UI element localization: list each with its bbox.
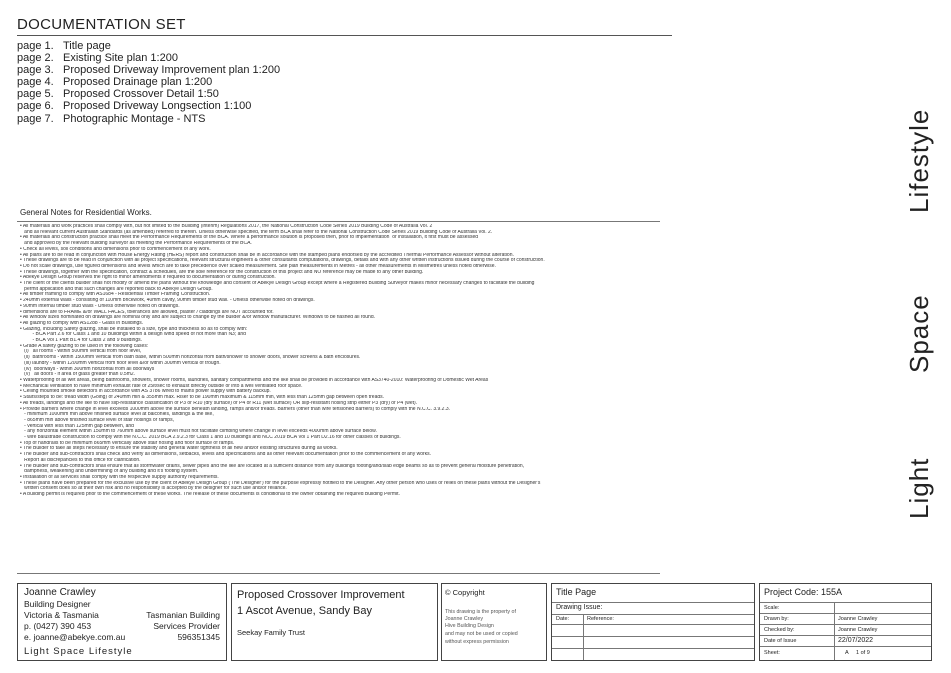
tas-line2: Services Provider	[153, 621, 220, 631]
divider	[834, 602, 835, 660]
divider	[760, 635, 931, 636]
page-title-text: Proposed Driveway Longsection 1:100	[63, 100, 252, 113]
note-line: • Mechanical ventilation to have minimum exhaust rate of 25lt/sec to exhaust directly outside or into a well ventilated roof space.	[20, 383, 303, 389]
note-line: • Installation of all services shall comply with the respective supply authority requirements.	[20, 474, 219, 480]
doc-list-item	[17, 40, 280, 52]
scale-label: Scale:	[764, 605, 780, 611]
sheet-title: Title Page	[556, 587, 597, 597]
title-divider	[17, 35, 672, 36]
note-line: • The Builder to take all steps necessary to ensure the stability and general water tightness of all new and/or existing structures during all works.	[20, 446, 338, 452]
note-line: • Glazing, including Safety glazing, shall be installed to a size, type and thickness so as to comply with:	[20, 326, 248, 332]
divider	[552, 602, 754, 603]
note-line: permit application and that such changes are reported back to Abekye Design Group.	[20, 286, 213, 292]
sheet-panel	[551, 583, 755, 661]
note-line: • dimensions are to FRAME &/or WALL FACES, tolerances are allowed, plaster / claddings are NOT accounted for.	[20, 309, 274, 315]
note-line: - wire balustrade construction to comply with the N.C.C. 2019 BCA 2.9.2.3 for Class 1 and 10 buildings and NCC 2019 BCA Vol 1 Part D2.16 for other classes of buildings.	[20, 435, 401, 441]
note-line: - minimum 1000mm min above finished surface level at balconies, landings & the like,	[20, 412, 214, 418]
checked-label: Checked by:	[764, 627, 795, 633]
note-line: • 240mm external walls - consisting of 110mm brickwork, 40mm cavity, 90mm timber stud wall. - Unless otherwise noted on drawings.	[20, 298, 315, 304]
note-line: (ii) bathrooms - within 1500mm vertical from bath base, within 500mm horizontal from bath/shower to shower doors, shower screens & bath enclosures.	[20, 355, 361, 361]
note-line: • Stairs/steps to be: tread width (Going) of 240mm min & 355mm max. Riser to be 190mm maximum & 115mm min, with less than 125mm gap between open treads.	[20, 395, 385, 401]
project-client: Seekay Family Trust	[237, 628, 305, 637]
copyright-panel	[441, 583, 547, 661]
drawing-issue-label: Drawing Issue:	[556, 604, 603, 611]
divider	[760, 613, 931, 614]
page-number: page 5.	[17, 88, 54, 101]
doc-list-item	[17, 76, 280, 88]
note-line: - any horizontal element within 150mm to 760mm above surface level must not facilitate climbing where change in level exceeds 4000mm above surface below.	[20, 429, 377, 435]
note-line: • Grade A safety glazing to be used in the following cases:	[20, 343, 149, 349]
drawn-value: Joanne Crawley	[838, 616, 878, 622]
divider	[760, 602, 931, 603]
doc-list-item	[17, 100, 280, 112]
copyright-line: without express permission	[445, 639, 509, 645]
note-line: • Provide barriers where change in level exceeds 1000mm above the surface beneath landing, ramps and/or treads. Barriers (other than wire tensioned barriers) to comply with the N.C.C. 3.9.2.3.	[20, 406, 451, 412]
page-title-text: Proposed Driveway Improvement plan 1:200	[63, 64, 281, 77]
page-title: DOCUMENTATION SET	[17, 16, 186, 33]
notes-bottom-divider	[17, 573, 660, 574]
copyright-line: This drawing is the property of	[445, 609, 516, 615]
document-list	[17, 40, 280, 125]
copyright-line: and may not be used or copied	[445, 631, 518, 637]
doc-list-item	[17, 113, 280, 125]
page-title-text: Proposed Crossover Detail 1:50	[63, 88, 219, 101]
divider	[552, 648, 754, 649]
reference-label: Reference:	[587, 616, 614, 622]
note-line: and approved by the relevant building surveyor as meeting the Performance Requirements of the BCA.	[20, 241, 252, 247]
note-line: • All materials and work practices shall comply with, but not limited to the Building (interim) Regulations 2017, the National Construction Code Series 2019 Building Code of Australia Vol. 2	[20, 224, 433, 229]
project-info-panel	[759, 583, 932, 661]
note-line: and all relevant current Australian Standards (as amended) referred to therein. Unless otherwise specified, the term BCA shall refer to the National Construction Code Series 2019 Building Code of Australia Vol. 2.	[20, 229, 493, 235]
note-line: • Do not scale drawings, use figured dimensions and levels which are to take precedence over scaled measurement. Site plan measurements in Metres - all other measurements in Millimetres unless noted otherwise.	[20, 263, 496, 269]
notes-divider	[17, 221, 660, 222]
note-line: (iv) doorways - within 300mm horizontal from all doorways	[20, 366, 155, 372]
note-line: • Ceiling mounted smoke detectors in accordance with AS 3786 wired to mains power supply with battery backup.	[20, 389, 271, 395]
page-number: page 1.	[17, 40, 54, 52]
page-number: page 6.	[17, 100, 54, 113]
note-line: • 90mm internal timber stud walls - Unless otherwise noted on drawings.	[20, 303, 180, 309]
note-line: dampness, weakening and undermining of any building and it's footing system.	[20, 469, 199, 475]
sheet-label: Sheet:	[764, 650, 780, 656]
project-title: Proposed Crossover Improvement	[237, 589, 405, 601]
divider	[760, 646, 931, 647]
note-line: • Check all levels, soil conditions and dimensions prior to commencement of any work.	[20, 246, 211, 252]
page-number: page 4.	[17, 76, 54, 89]
doc-list-item	[17, 64, 280, 76]
note-line: • These drawings are to be read in conjunction with all project specifications, relevant structural engineers & other consultants computations, drawings, details and with any other written instructions issued during the course of construction.	[20, 258, 545, 264]
note-line: • Top of handrails to be minimum 865mm vertically above stair nosing and floor surface of ramps.	[20, 440, 235, 446]
notes-heading: General Notes for Residential Works.	[20, 208, 152, 217]
doc-list-item	[17, 52, 280, 64]
copyright-heading: © Copyright	[445, 588, 485, 597]
note-line: • Abekye Design Group reserves the right to minor amendments if required to documentation or during construction.	[20, 275, 276, 281]
note-line: - 865mm min above finished surface level of stair nosings or ramps,	[20, 417, 174, 423]
page-number: page 7.	[17, 112, 54, 125]
divider	[552, 636, 754, 637]
note-line: - BCA Part 2.6 for Class 1 and 10 Buildings within a design wind speed of not more than N3; and	[20, 332, 246, 338]
project-address: 1 Ascot Avenue, Sandy Bay	[237, 605, 372, 617]
designer-phone: p. (0427) 390 453	[24, 621, 92, 631]
date-of-issue-value: 22/07/2022	[838, 637, 874, 644]
divider	[552, 624, 754, 625]
note-line: written consent does so at their own risk and no responsibility is accepted by the designer for such use and/or reliance.	[20, 486, 287, 492]
project-code: Project Code: 155A	[764, 587, 843, 597]
note-line: - vertical with less than 125mm gap between, and	[20, 423, 134, 429]
note-line: • The Builder and sub-contractors shall ensure that all stormwater drains, sewer pipes and the like are located at a sufficient distance from any buildings footing/and/slab edge beams so as to prevent general moisture penetration,	[20, 463, 525, 469]
page-title-text: Existing Site plan 1:200	[63, 52, 178, 65]
designer-name: Joanne Crawley	[24, 587, 96, 598]
divider	[760, 624, 931, 625]
note-line: • All treads, landings and the like to have slip-resistance classification of P3 or R10 (dry surface) or P4 or R11 (wet surface) OR slip-resistant nosing strip either P3 (dry) or P4 (wet).	[20, 400, 418, 406]
note-line: • All plans are to be read in conjunction with House Energy Rating (HERS) report and construction shall be in accordance with the stamped plans endorsed by the accredited Thermal Performance Assessor without alteration.	[20, 252, 514, 258]
note-line: - BCA Vol 1 Part B1.4 for Class 2 and 9 buildings.	[20, 338, 143, 344]
note-line: • The Builder and sub-contractors shall check and verify all dimensions, setbacks, levels and specifications and all other relevant documentation prior to the commencement of any works.	[20, 452, 432, 458]
date-label: Date:	[556, 616, 570, 622]
general-notes	[20, 224, 680, 498]
note-line: (i) all rooms - within 500mm vertical from floor level,	[20, 349, 142, 355]
note-line: Report all discrepancies to this office for clarification.	[20, 457, 141, 463]
note-line: • Waterproofing of all wet areas, being bathrooms, showers, shower rooms, laundries, sanitary compartments and the like shall be provided in accordance with AS3740-2010: Waterproofing of Domestic Wet Areas	[20, 377, 489, 383]
note-line: • These plans have been prepared for the exclusive use by the client of Abekye Design Group ('The Designer') for the purpose expressly notified to the Designer. Any other person who uses or relies on these plans without the Designer's	[20, 480, 541, 486]
note-line: • All window sizes nominated on drawings are nominal only and are subject to change by the builder &/or window manufacturer. Windows to be flashed all round.	[20, 315, 376, 321]
designer-states: Victoria & Tasmania	[24, 610, 99, 620]
designer-role: Building Designer	[24, 599, 91, 609]
side-word-space: Space	[904, 294, 934, 373]
copyright-line: Hive Building Design	[445, 623, 494, 629]
page-title-text: Photographic Montage - NTS	[63, 112, 206, 125]
note-line: (v) all doors - if area of glass greater than 0.5m2.	[20, 372, 136, 378]
note-line: • The client or the clients builder shall not modify or amend the plans without the knowledge and consent of Abekye Design Group except where a Registered Building Surveyor makes minor necessary changes to facilitate the building	[20, 281, 535, 287]
note-line: • All timber framing to comply with AS1684 - Residential Timber Framing Construction.	[20, 292, 211, 298]
designer-panel	[17, 583, 227, 661]
note-line: • All glazing to comply with AS1288 - Glass in Buildings.	[20, 320, 144, 326]
tas-number: 596351345	[177, 632, 220, 642]
side-word-light: Light	[904, 457, 934, 519]
page-number: page 2.	[17, 52, 54, 65]
date-of-issue-label: Date of Issue	[764, 638, 797, 644]
designer-email[interactable]: e. joanne@abekye.com.au	[24, 632, 126, 642]
page-title-text: Proposed Drainage plan 1:200	[63, 76, 213, 89]
side-word-lifestyle: Lifestyle	[904, 108, 934, 213]
note-line: (iii) laundry - within 1200mm vertical from floor level &/or within 300mm vertical of trough.	[20, 360, 221, 366]
note-line: • All materials and construction practice shall meet the Performance Requirements of the BCA. Where a performance solution is proposed then, prior to implementation or installation, it first must be assessed	[20, 235, 479, 241]
designer-tagline: Light Space Lifestyle	[24, 646, 133, 657]
page-title-text: Title page	[63, 40, 111, 52]
page-number: page 3.	[17, 64, 54, 77]
drawn-label: Drawn by:	[764, 616, 789, 622]
note-line: • A building permit is required prior to the commencement of these works. The release of these documents is conditional to the owner obtaining the required Building Permit.	[20, 492, 400, 498]
copyright-line: Joanne Crawley	[445, 616, 483, 622]
sheet-value: A 1 of 9	[845, 650, 870, 656]
checked-value: Joanne Crawley	[838, 627, 878, 633]
tas-line1: Tasmanian Building	[146, 610, 220, 620]
project-panel	[231, 583, 438, 661]
divider	[583, 614, 584, 660]
note-line: • These drawings, together with the specification, contract & schedules, are the sole reference for the construction of this project and NO reference may be made to any other building.	[20, 269, 424, 275]
doc-list-item	[17, 88, 280, 100]
